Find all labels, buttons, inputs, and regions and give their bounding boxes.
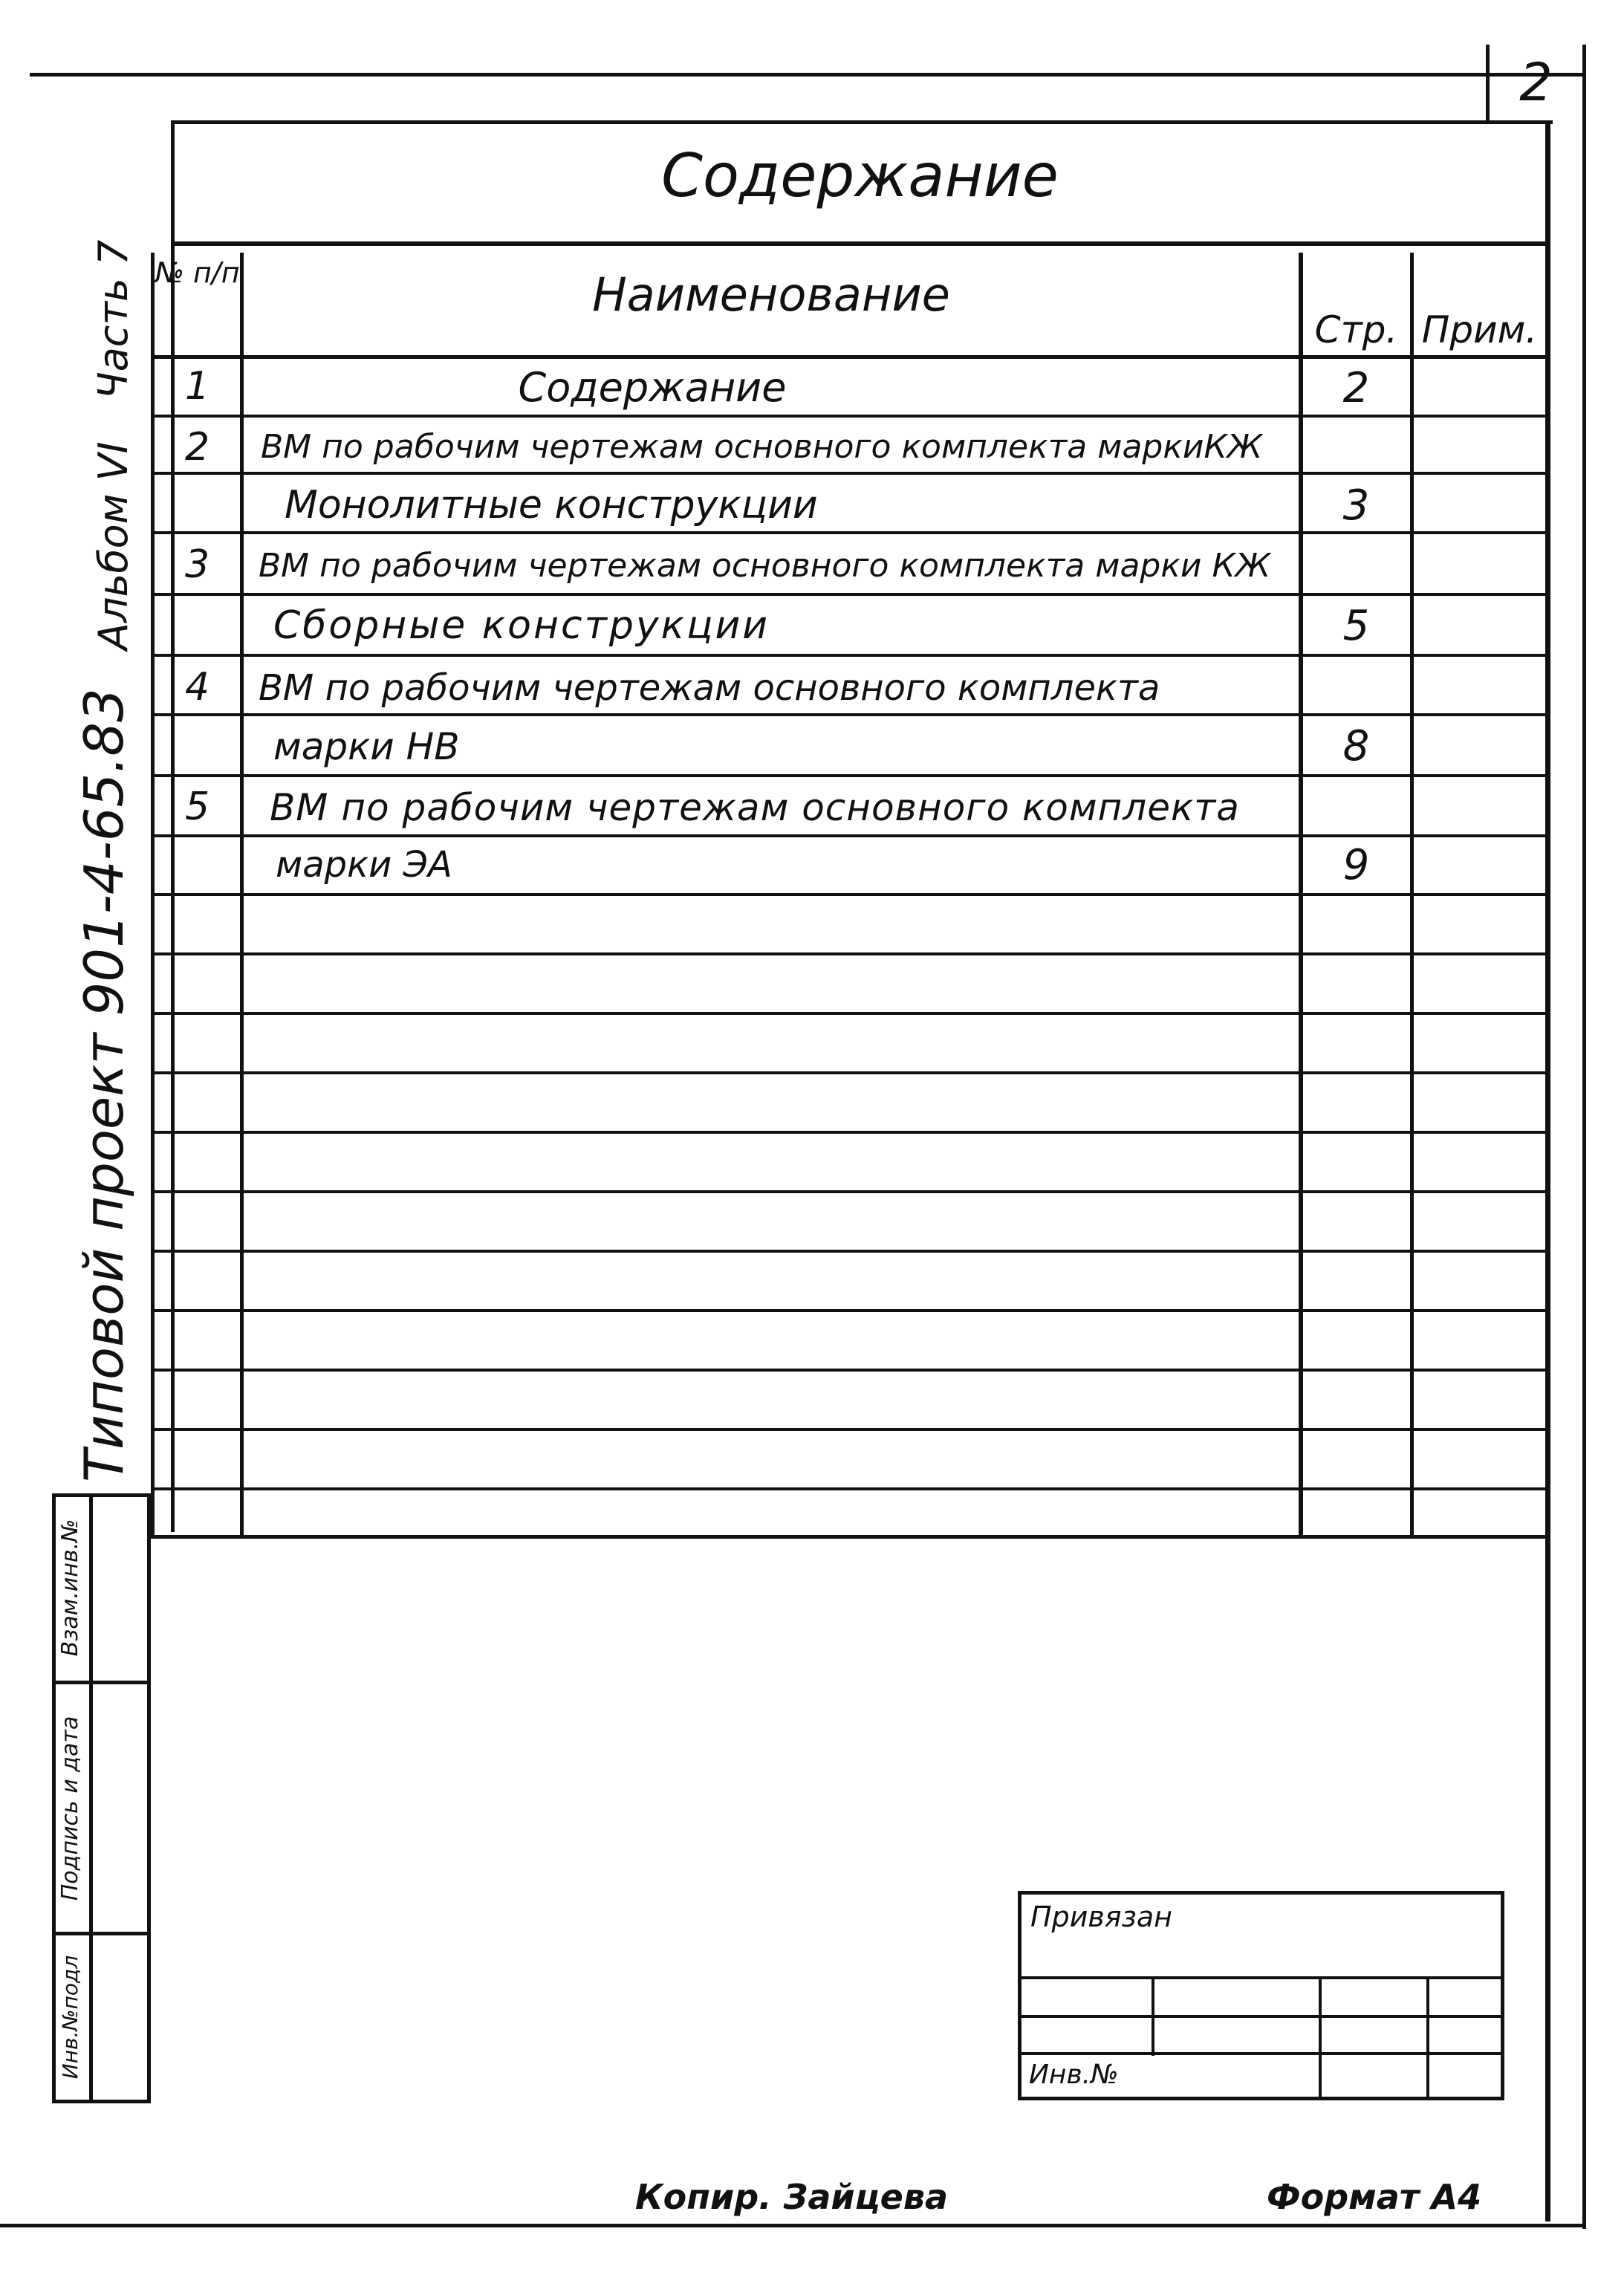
- row-line: [151, 834, 1545, 837]
- row-name: Сборные конструкции: [273, 603, 770, 648]
- row-name: ВМ по рабочим чертежам основного комплекта: [259, 667, 1160, 709]
- vzam-inv-label: Взам.инв.№: [57, 1519, 83, 1657]
- page-title: Содержание: [661, 141, 1059, 210]
- frame-top-line: [171, 120, 1553, 124]
- privyazan-label: Привязан: [1030, 1901, 1172, 1933]
- row-line: [151, 472, 1545, 475]
- top-border: [30, 73, 1582, 77]
- row-line: [151, 1131, 1545, 1134]
- row-name: ВМ по рабочим чертежам основного комплекта: [270, 786, 1240, 829]
- title-bottom-line: [171, 241, 1549, 246]
- row-page: 9: [1342, 841, 1370, 889]
- stamp-strip-bottom: [52, 2100, 151, 2103]
- row-line: [151, 531, 1545, 534]
- table-bottom-line: [151, 1535, 1545, 1539]
- col-header-name: Наименование: [592, 267, 950, 322]
- row-number: 3: [184, 542, 210, 587]
- paper-format: Формат А4: [1267, 2177, 1482, 2217]
- stamp-col: [1152, 1976, 1154, 2056]
- row-line: [151, 415, 1545, 418]
- row-name: Содержание: [518, 364, 787, 411]
- row-line: [151, 1487, 1545, 1490]
- row-page: 3: [1342, 481, 1370, 530]
- sheet-number-box-left: [1486, 45, 1490, 123]
- row-line: [151, 713, 1545, 716]
- row-line: [151, 952, 1545, 955]
- row-page: 2: [1342, 364, 1370, 412]
- header-bottom-line: [151, 355, 1545, 359]
- row-name: ВМ по рабочим чертежам основного комплекта маркиКЖ: [261, 428, 1263, 466]
- row-line: [151, 1369, 1545, 1372]
- row-name: марки ЭА: [276, 844, 452, 886]
- frame-right-line: [1545, 123, 1550, 2221]
- footer-line: [0, 2224, 1586, 2227]
- inv-podl-label: Инв.№подл: [58, 1955, 82, 2080]
- project-label: Типовой проект 901-4-65.83: [73, 688, 135, 1482]
- signature-date-label: Подпись и дата: [57, 1716, 83, 1901]
- col-header-num: № п/п: [155, 256, 240, 289]
- col-header-note: Прим.: [1421, 308, 1538, 351]
- row-line: [151, 593, 1545, 596]
- row-line: [151, 1071, 1545, 1074]
- col-header-page: Стр.: [1314, 308, 1398, 351]
- inv-no-label: Инв.№: [1029, 2060, 1119, 2090]
- row-line: [151, 1250, 1545, 1253]
- stamp-col: [1426, 1976, 1429, 2100]
- copied-by: Копир. Зайцева: [635, 2177, 949, 2217]
- row-line: [151, 1309, 1545, 1312]
- row-number: 1: [184, 364, 210, 409]
- row-line: [151, 1428, 1545, 1431]
- stamp-strip-mid: [89, 1493, 93, 2103]
- row-name: Монолитные конструкции: [285, 483, 818, 528]
- contents-table: [151, 253, 1545, 1538]
- row-line: [151, 654, 1545, 657]
- row-number: 5: [184, 785, 210, 829]
- album-label: Альбом VI: [90, 441, 137, 650]
- row-line: [151, 774, 1545, 777]
- row-line: [151, 1012, 1545, 1015]
- row-page: 8: [1342, 722, 1370, 770]
- row-number: 4: [184, 665, 210, 710]
- stamp-strip-right: [147, 1493, 151, 2103]
- row-line: [151, 1190, 1545, 1193]
- row-name: ВМ по рабочим чертежам основного комплекта марки КЖ: [259, 547, 1271, 585]
- sheet-number-box-right: [1582, 45, 1586, 2229]
- row-line: [151, 893, 1545, 896]
- row-page: 5: [1342, 602, 1370, 650]
- row-number: 2: [184, 425, 210, 470]
- part-label: Часть 7: [90, 239, 137, 400]
- row-name: марки НВ: [273, 725, 460, 768]
- sheet-number: 2: [1519, 52, 1553, 113]
- stamp-col: [1319, 1976, 1322, 2100]
- binding-stamp: [1018, 1891, 1504, 2100]
